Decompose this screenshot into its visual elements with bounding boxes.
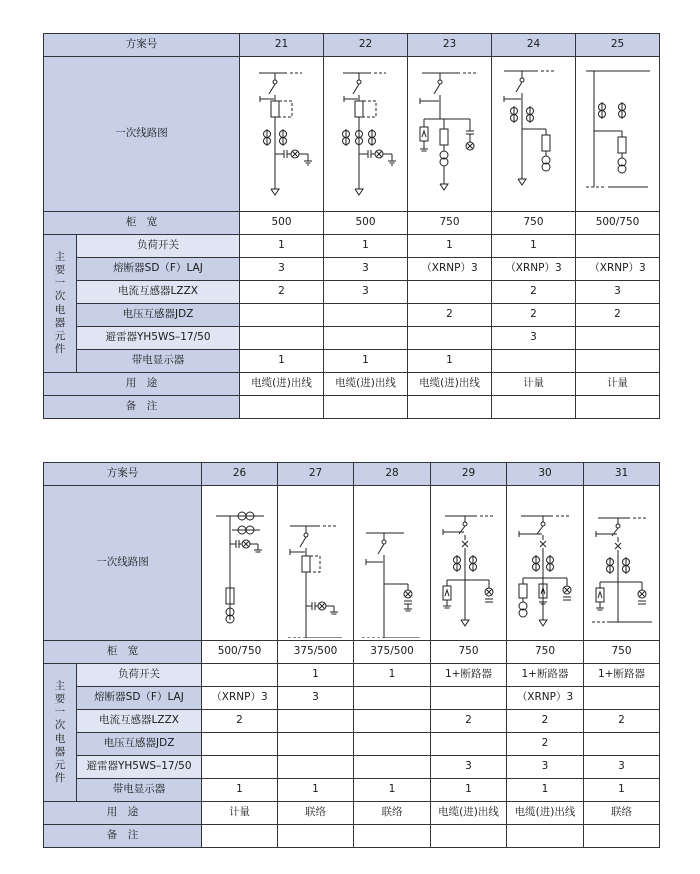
width-value: 750 — [431, 641, 507, 664]
component-value — [584, 687, 660, 710]
usage-value: 电缆(进)出线 — [408, 373, 492, 396]
spec-table-1 — [43, 33, 660, 419]
component-row — [44, 779, 660, 802]
scheme-number: 28 — [354, 463, 431, 486]
remarks-value — [408, 396, 492, 419]
component-label: 电压互感器JDZ — [77, 304, 240, 327]
component-row — [44, 687, 660, 710]
component-value — [576, 327, 660, 350]
main-components-text: 主要一次电器元件 — [54, 251, 66, 355]
tie-breaker-ct-arrester-diagram — [586, 488, 658, 638]
component-value — [408, 281, 492, 304]
component-value — [240, 327, 324, 350]
scheme-number: 25 — [576, 34, 660, 57]
usage-header: 用 途 — [44, 802, 202, 825]
remarks-value — [324, 396, 408, 419]
width-value: 750 — [408, 212, 492, 235]
component-value — [202, 733, 278, 756]
remarks-value — [202, 825, 278, 848]
component-value: 3 — [240, 258, 324, 281]
component-value: 1 — [278, 779, 354, 802]
component-value — [240, 304, 324, 327]
component-value: 3 — [278, 687, 354, 710]
width-value: 500 — [324, 212, 408, 235]
scheme-number-row — [44, 463, 660, 486]
component-value: 3 — [324, 281, 408, 304]
component-value: 2 — [584, 710, 660, 733]
component-value — [354, 756, 431, 779]
component-label: 负荷开关 — [77, 235, 240, 258]
component-value: 3 — [492, 327, 576, 350]
scheme-number: 31 — [584, 463, 660, 486]
remarks-row — [44, 825, 660, 848]
diagram-cell-27 — [278, 486, 354, 641]
diagram-cell-31 — [584, 486, 660, 641]
component-value: 1 — [408, 350, 492, 373]
width-header: 柜 宽 — [44, 641, 202, 664]
component-value: 2 — [507, 733, 584, 756]
component-label: 避雷器YH5WS–17/50 — [77, 327, 240, 350]
component-value: 1 — [507, 779, 584, 802]
diagram-cell-30 — [507, 486, 584, 641]
component-value — [324, 327, 408, 350]
component-value: 1 — [431, 779, 507, 802]
component-row — [44, 733, 660, 756]
component-value: 1 — [240, 235, 324, 258]
component-value: 1 — [324, 350, 408, 373]
component-value — [431, 687, 507, 710]
component-value: 1 — [324, 235, 408, 258]
remarks-header: 备 注 — [44, 396, 240, 419]
component-value: 3 — [584, 756, 660, 779]
scheme-number: 21 — [240, 34, 324, 57]
component-label: 带电显示器 — [77, 779, 202, 802]
component-value: 2 — [408, 304, 492, 327]
remarks-value — [240, 396, 324, 419]
scheme-number: 24 — [492, 34, 576, 57]
width-row — [44, 212, 660, 235]
diagram-cell-29 — [431, 486, 507, 641]
component-value: 1 — [278, 664, 354, 687]
diagram-header: 一次线路图 — [44, 57, 240, 212]
width-value: 375/500 — [278, 641, 354, 664]
remarks-value — [278, 825, 354, 848]
main-components-label — [44, 235, 77, 373]
component-label: 负荷开关 — [77, 664, 202, 687]
component-value — [354, 687, 431, 710]
load-switch-fuse-ct-indicator-diagram — [326, 59, 406, 209]
component-row — [44, 281, 660, 304]
component-value — [576, 235, 660, 258]
component-label: 熔断器SD（F）LAJ — [77, 687, 202, 710]
component-value — [202, 756, 278, 779]
width-value: 500/750 — [576, 212, 660, 235]
component-value: （XRNP）3 — [408, 258, 492, 281]
component-value — [278, 756, 354, 779]
scheme-number-header: 方案号 — [44, 34, 240, 57]
remarks-value — [354, 825, 431, 848]
component-value — [576, 350, 660, 373]
component-value: （XRNP）3 — [507, 687, 584, 710]
usage-row — [44, 373, 660, 396]
diagram-row — [44, 486, 660, 641]
main-components-text: 主要一次电器元件 — [54, 680, 66, 784]
component-value: 2 — [492, 304, 576, 327]
diagram-cell-23 — [408, 57, 492, 212]
breaker-ct-arrester-indicator-diagram — [433, 488, 505, 638]
component-value: 1+断路器 — [507, 664, 584, 687]
usage-value: 联络 — [278, 802, 354, 825]
usage-value: 联络 — [584, 802, 660, 825]
usage-value: 电缆(进)出线 — [431, 802, 507, 825]
component-row — [44, 710, 660, 733]
component-value — [492, 350, 576, 373]
component-row — [44, 664, 660, 687]
component-value: 1 — [584, 779, 660, 802]
scheme-number: 29 — [431, 463, 507, 486]
width-value: 750 — [507, 641, 584, 664]
remarks-value — [431, 825, 507, 848]
scheme-number: 30 — [507, 463, 584, 486]
component-value: 3 — [431, 756, 507, 779]
component-value — [408, 327, 492, 350]
diagram-cell-21 — [240, 57, 324, 212]
component-value: 3 — [324, 258, 408, 281]
component-value: 2 — [240, 281, 324, 304]
width-value: 500/750 — [202, 641, 278, 664]
component-value: （XRNP）3 — [492, 258, 576, 281]
component-value: 1 — [240, 350, 324, 373]
component-row — [44, 327, 660, 350]
remarks-header: 备 注 — [44, 825, 202, 848]
component-value: （XRNP）3 — [576, 258, 660, 281]
diagram-row — [44, 57, 660, 212]
scheme-number: 23 — [408, 34, 492, 57]
component-value — [431, 733, 507, 756]
usage-row — [44, 802, 660, 825]
component-value: 2 — [507, 710, 584, 733]
component-label: 电流互感器LZZX — [77, 281, 240, 304]
component-value — [324, 304, 408, 327]
remarks-value — [576, 396, 660, 419]
tie-load-switch-diagram — [356, 488, 428, 638]
component-row — [44, 350, 660, 373]
component-value: 3 — [507, 756, 584, 779]
component-value: 3 — [576, 281, 660, 304]
usage-value: 电缆(进)出线 — [324, 373, 408, 396]
component-value — [354, 710, 431, 733]
width-row — [44, 641, 660, 664]
width-header: 柜 宽 — [44, 212, 240, 235]
width-value: 750 — [584, 641, 660, 664]
load-switch-fuse-ct-indicator-diagram — [242, 59, 322, 209]
usage-value: 计量 — [202, 802, 278, 825]
usage-value: 计量 — [492, 373, 576, 396]
metering-ct-pt-arrester-diagram — [494, 59, 574, 209]
component-value — [202, 664, 278, 687]
diagram-cell-26 — [202, 486, 278, 641]
component-label: 熔断器SD（F）LAJ — [77, 258, 240, 281]
width-value: 375/500 — [354, 641, 431, 664]
component-label: 避雷器YH5WS–17/50 — [77, 756, 202, 779]
component-value — [584, 733, 660, 756]
component-row — [44, 235, 660, 258]
diagram-cell-24 — [492, 57, 576, 212]
component-value: 2 — [576, 304, 660, 327]
usage-value: 联络 — [354, 802, 431, 825]
scheme-number: 27 — [278, 463, 354, 486]
component-value: 2 — [202, 710, 278, 733]
component-value: 1 — [408, 235, 492, 258]
component-value: 1 — [202, 779, 278, 802]
component-value: 1 — [354, 664, 431, 687]
remarks-value — [584, 825, 660, 848]
diagram-cell-28 — [354, 486, 431, 641]
usage-value: 计量 — [576, 373, 660, 396]
usage-value: 电缆(进)出线 — [240, 373, 324, 396]
component-value: （XRNP）3 — [202, 687, 278, 710]
spec-table-2 — [43, 462, 660, 848]
diagram-cell-22 — [324, 57, 408, 212]
diagram-cell-25 — [576, 57, 660, 212]
component-label: 带电显示器 — [77, 350, 240, 373]
remarks-row — [44, 396, 660, 419]
component-value: 1 — [354, 779, 431, 802]
component-value — [278, 710, 354, 733]
load-switch-pt-arrester-diagram — [410, 59, 490, 209]
remarks-value — [507, 825, 584, 848]
component-row — [44, 304, 660, 327]
component-label: 电流互感器LZZX — [77, 710, 202, 733]
component-value: 1+断路器 — [584, 664, 660, 687]
metering-ct-pt-busbar-diagram — [578, 59, 658, 209]
component-value: 1 — [492, 235, 576, 258]
component-label: 电压互感器JDZ — [77, 733, 202, 756]
component-row — [44, 756, 660, 779]
component-value — [278, 733, 354, 756]
component-value: 1+断路器 — [431, 664, 507, 687]
component-row — [44, 258, 660, 281]
main-components-label — [44, 664, 77, 802]
scheme-number-row — [44, 34, 660, 57]
scheme-number: 26 — [202, 463, 278, 486]
component-value — [354, 733, 431, 756]
scheme-number-header: 方案号 — [44, 463, 202, 486]
diagram-header: 一次线路图 — [44, 486, 202, 641]
scheme-number: 22 — [324, 34, 408, 57]
remarks-value — [492, 396, 576, 419]
usage-header: 用 途 — [44, 373, 240, 396]
component-value: 2 — [492, 281, 576, 304]
width-value: 750 — [492, 212, 576, 235]
usage-value: 电缆(进)出线 — [507, 802, 584, 825]
metering-ct-fuse-pt-diagram — [204, 488, 276, 638]
tie-load-switch-fuse-diagram — [280, 488, 352, 638]
component-value: 2 — [431, 710, 507, 733]
width-value: 500 — [240, 212, 324, 235]
breaker-ct-pt-arrester-diagram — [509, 488, 581, 638]
